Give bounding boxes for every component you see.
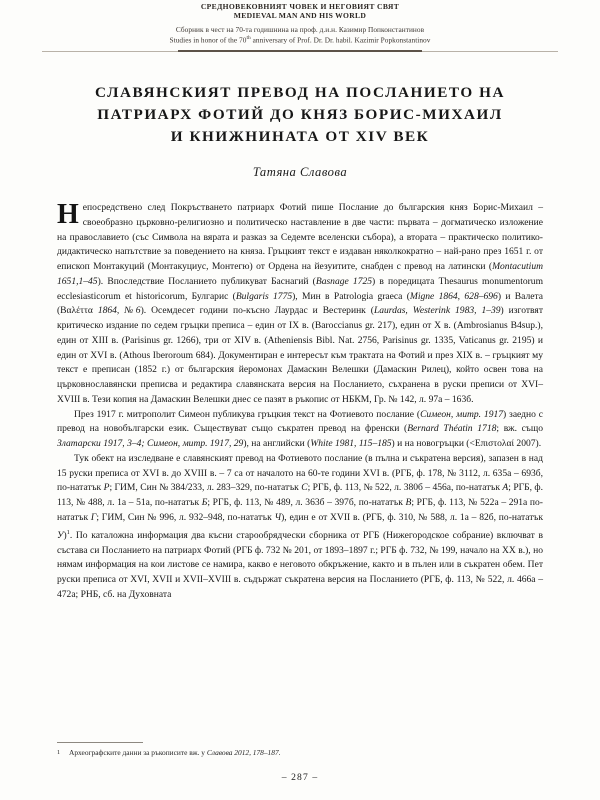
page-number: – 287 – — [281, 772, 319, 783]
p1-cite-3: Bulgaris 1775 — [235, 290, 293, 302]
p3-j: . По каталожна информация два късни старообрядчески сборника от РГБ (Нижегородское собрание) включват в състава си Посланието на патриарх Фотий (РГБ ф. 732 № 201, от 1893–1897 г.; РГБ ф. 732, № 199, начало на XX в.), но нямам информация на кои листове се намира, какво е неговото обкръжение, както и в пълен или в съкратен обем. Пет руски преписа от XVI, XVII и XVII–XVIII в. съдържат съкратена версия на Посланието (РГБ, ф. 113, № 522, л. 466а – 472а; РНБ, сб. на Духовната — [57, 529, 543, 600]
footnote-1 — [57, 748, 543, 758]
p1-cite-4: Migne 1864, 628–696 — [409, 290, 498, 302]
page-title-line-3: И КНИЖНИНАТА ОТ XIV ВЕК — [170, 128, 430, 146]
running-header-title-bg: СРЕДНОВЕКОВНИЯТ ЧОВЕК И НЕГОВИЯТ СВЯТ — [200, 2, 400, 11]
p2-c: ; вж. също — [496, 423, 543, 435]
running-header-subtitle-bg: Сборник в чест на 70-та годишнина на проф. д.и.н. Казимир Попконстантинов — [175, 24, 425, 34]
header-divider — [0, 48, 600, 56]
p1-b: ). Впоследствие Посланието публикуват Баснагий ( — [97, 275, 316, 287]
p1-a: епосредствено след Покръстването патриарх Фотий пише Послание до българския княз Борис-Михаил – своеобразно църковно-религиозно и политическо наставление в две части: първата – догматическо изложение на православието (със Символа на вярата и разказ за Седемте вселенски събора), а втората – практическо политико-дидактическо напътствие за поведението на княза. Гръцкият текст е издаван няколкократно – най-рано през 1651 г. от епископ Монтакуций (Монтакуциус, Монтегю) от Ордена на йезуитите, снабден с превод на латински ( — [57, 202, 543, 273]
p2-e: ) и на новогръцки (<Επιστολαί 2007). — [391, 438, 542, 450]
p1-cite-6: Laurdas, Westerink 1983, 1–39 — [373, 305, 501, 317]
footnote-area — [57, 742, 543, 758]
article-author: Татяна Славова — [252, 165, 348, 180]
page-title-line-2: ПАТРИАРХ ФОТИЙ ДО КНЯЗ БОРИС-МИХАИЛ — [97, 106, 503, 124]
p3-siglum-7: Ч — [274, 511, 282, 523]
p1-cite-2: Basnage 1725 — [315, 275, 373, 287]
running-header-subtitle-en — [0, 35, 600, 45]
running-header — [0, 0, 600, 45]
running-header-subtitle — [0, 25, 600, 45]
p3-a: Тук обект на изследване е славянският превод на Фотиевото послание (в пълна и съкратена версия), запазен в над 15 руски преписа от XVI в. до XVIII в. – 7 са от началото на 60-те години XVI в. (РГБ, ф. 178, № 3112, л. 635а – 693б, по-нататък — [57, 452, 543, 494]
p3-siglum-3: А — [502, 482, 509, 494]
p3-d: ; РГБ, ф. 113, № 488, л. 1а – 51а, по-нататък — [57, 482, 544, 509]
p3-siglum-8: У — [57, 529, 64, 541]
p3-e: ; РГБ, ф. 113, № 489, л. 363б – 397б, по-нататък — [207, 497, 406, 509]
subtitle-en-post: anniversary of Prof. Dr. Dr. habil. Kazimir Popkonstantinov — [250, 35, 431, 45]
footnote-number: 1 — [57, 749, 61, 756]
p2-a: През 1917 г. митрополит Симеон публикува гръцкия текст на Фотиевото послание ( — [74, 408, 421, 420]
subtitle-en-pre: Studies in honor of the 70 — [169, 35, 247, 45]
running-header-title-en: MEDIEVAL MAN AND HIS WORLD — [233, 10, 367, 20]
p1-c: ) в поредицата Thesaurus monumentorum ecclesiasticorum et historicorum, Булгарис ( — [57, 275, 543, 302]
article-title-block — [58, 82, 542, 180]
footnote-text-a: Археографските данни за ръкописите вж. у — [69, 748, 207, 757]
p3-h: ), един е от XVII в. (РГБ, ф. 310, № 588, л. 1а – 82б, по-нататък — [281, 511, 543, 523]
p2-cite-1: Симеон, митр. 1917 — [420, 408, 504, 420]
p3-b: ; ГИМ, Син № 384/233, л. 283–329, по-нататък — [109, 482, 302, 494]
p3-siglum-1: Р — [103, 482, 110, 494]
p3-i: ) — [63, 529, 67, 541]
paragraph-2 — [57, 408, 543, 452]
p2-d: ), на английски ( — [243, 438, 311, 450]
footnote-text-b: . — [278, 748, 281, 757]
p3-g: ; ГИМ, Син № 996, л. 932–948, по-нататък — [96, 511, 275, 523]
p3-siglum-6: Г — [90, 511, 97, 523]
drop-cap: Н — [57, 199, 79, 231]
divider-thick-rule — [178, 50, 422, 52]
p2-cite-3: Златарски 1917, 3–4; Симеон, митр. 1917, 29 — [57, 438, 244, 450]
p1-f: ). Осемдесет години по-късно Лаурдас и Вестеринк ( — [140, 305, 374, 317]
p1-cite-5: 1864, №6 — [97, 305, 141, 317]
footnote-text — [69, 748, 543, 758]
paragraph-3 — [57, 452, 543, 603]
p1-e: ) и Валета (Βαλέττα — [57, 290, 543, 317]
subtitle-en-ordinal: th — [246, 34, 251, 41]
article-body — [57, 201, 543, 602]
p3-siglum-4: Б — [201, 497, 208, 509]
p1-cite-1: Montacutium 1651,1–45 — [57, 261, 543, 287]
p3-siglum-5: В — [405, 497, 412, 509]
p1-g: ) изготвят критическо издание по седем гръцки преписа – един от IX в. (Baroccianus gr. 217), един от X в. (Ambrosianus B4sup.), един от XIII в. (Parisinus gr. 1266), три от XIV в. (Atheniensis Bibl. Nat. 2756, Parisinus gr. 1335, Vaticanus gr. 2195) и един от XVI в. (Athous Iberoroum 684). Документиран е интересът към трактата на Фотий и през XIX в. – гръцкият му текст е преписан (1852 г.) от българския йеромонах Дамаскин Велешки (Дамаскин Рилец), който освен това на църковнославянски преписва и редактира славянската версия на Посланието, съхранена в руски преписи от XVI–XVIII в. Тези копия на Дамаскин Велешки днес се пазят в ръкопис от НБКМ, Гр. № 142, л. 97а – 163б. — [57, 305, 543, 405]
p3-c: ; РГБ, ф. 113, № 522, л. 380б – 456а, по-нататък — [307, 482, 503, 494]
footnote-citation: Славова 2012, 178–187 — [206, 748, 279, 757]
p2-cite-2: Bernard Théatin 1718 — [407, 423, 497, 435]
p2-b: ) заедно с превод на новобългарски език. Съществуват също съкратен превод на френски ( — [57, 408, 543, 435]
footnote-separator-rule — [57, 742, 143, 743]
paragraph-1 — [57, 201, 543, 408]
footnote-reference-1[interactable]: 1 — [66, 528, 70, 536]
p1-d: ), Мин в Patrologia graeca ( — [292, 290, 410, 302]
p2-cite-4: White 1981, 115–185 — [310, 438, 392, 450]
p3-siglum-2: С — [301, 482, 308, 494]
p3-f: ; РГБ, ф. 113, № 522а – 291а по-нататък — [57, 497, 543, 523]
page-title-line-1: СЛАВЯНСКИЯТ ПРЕВОД НА ПОСЛАНИЕТО НА — [95, 84, 505, 102]
